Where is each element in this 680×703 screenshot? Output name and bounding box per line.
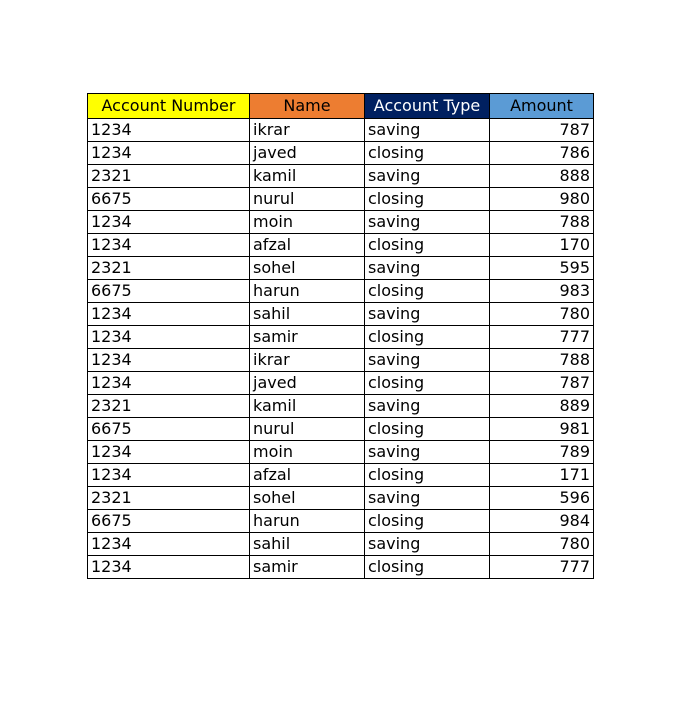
table-body [88, 118, 594, 578]
cell-account-type: saving [365, 302, 490, 325]
cell-name: afzal [250, 233, 365, 256]
table-row [88, 279, 594, 302]
cell-amount: 786 [490, 141, 594, 164]
cell-account-type: saving [365, 440, 490, 463]
table-row [88, 256, 594, 279]
header-name: Name [250, 94, 365, 119]
cell-name: sahil [250, 532, 365, 555]
header-account-number: Account Number [88, 94, 250, 119]
table-row [88, 555, 594, 578]
account-table [87, 93, 594, 579]
cell-amount: 888 [490, 164, 594, 187]
table-row [88, 348, 594, 371]
table-row [88, 371, 594, 394]
cell-account-type: closing [365, 325, 490, 348]
table-row [88, 118, 594, 141]
cell-account-type: saving [365, 394, 490, 417]
cell-account-type: saving [365, 486, 490, 509]
cell-account-type: saving [365, 532, 490, 555]
cell-account-type: closing [365, 141, 490, 164]
cell-account-number: 1234 [88, 440, 250, 463]
table-row [88, 187, 594, 210]
cell-account-number: 1234 [88, 348, 250, 371]
cell-amount: 777 [490, 325, 594, 348]
table-row [88, 233, 594, 256]
cell-account-type: closing [365, 509, 490, 532]
cell-amount: 170 [490, 233, 594, 256]
cell-account-number: 1234 [88, 233, 250, 256]
cell-account-number: 1234 [88, 141, 250, 164]
table-row [88, 164, 594, 187]
cell-amount: 777 [490, 555, 594, 578]
table-row [88, 325, 594, 348]
cell-name: afzal [250, 463, 365, 486]
cell-name: sahil [250, 302, 365, 325]
cell-account-type: closing [365, 555, 490, 578]
cell-amount: 789 [490, 440, 594, 463]
cell-name: sohel [250, 486, 365, 509]
cell-amount: 984 [490, 509, 594, 532]
cell-amount: 983 [490, 279, 594, 302]
table-row [88, 394, 594, 417]
cell-account-number: 2321 [88, 394, 250, 417]
table-row [88, 302, 594, 325]
cell-name: moin [250, 440, 365, 463]
cell-account-number: 1234 [88, 210, 250, 233]
cell-account-type: saving [365, 164, 490, 187]
cell-account-type: saving [365, 118, 490, 141]
header-amount: Amount [490, 94, 594, 119]
cell-amount: 889 [490, 394, 594, 417]
cell-account-number: 1234 [88, 463, 250, 486]
table-row [88, 532, 594, 555]
cell-amount: 788 [490, 348, 594, 371]
table-header [88, 94, 594, 119]
cell-account-type: closing [365, 279, 490, 302]
table-row [88, 440, 594, 463]
cell-account-number: 2321 [88, 256, 250, 279]
table-row [88, 463, 594, 486]
table-row [88, 141, 594, 164]
cell-account-number: 2321 [88, 486, 250, 509]
cell-name: ikrar [250, 118, 365, 141]
cell-account-number: 6675 [88, 509, 250, 532]
table-row [88, 210, 594, 233]
cell-amount: 596 [490, 486, 594, 509]
cell-name: samir [250, 325, 365, 348]
cell-account-number: 1234 [88, 302, 250, 325]
cell-account-type: closing [365, 417, 490, 440]
cell-amount: 780 [490, 532, 594, 555]
cell-account-type: saving [365, 348, 490, 371]
cell-amount: 171 [490, 463, 594, 486]
cell-account-number: 6675 [88, 187, 250, 210]
cell-name: kamil [250, 164, 365, 187]
cell-account-type: closing [365, 233, 490, 256]
cell-account-type: closing [365, 463, 490, 486]
cell-amount: 788 [490, 210, 594, 233]
cell-account-type: closing [365, 187, 490, 210]
cell-name: nurul [250, 417, 365, 440]
cell-name: sohel [250, 256, 365, 279]
cell-amount: 980 [490, 187, 594, 210]
cell-name: javed [250, 141, 365, 164]
cell-account-number: 1234 [88, 118, 250, 141]
cell-amount: 787 [490, 371, 594, 394]
header-row [88, 94, 594, 119]
cell-account-number: 6675 [88, 417, 250, 440]
cell-account-number: 6675 [88, 279, 250, 302]
cell-name: harun [250, 279, 365, 302]
table-row [88, 486, 594, 509]
cell-name: harun [250, 509, 365, 532]
cell-name: moin [250, 210, 365, 233]
cell-name: javed [250, 371, 365, 394]
cell-account-number: 2321 [88, 164, 250, 187]
cell-account-type: saving [365, 256, 490, 279]
cell-name: ikrar [250, 348, 365, 371]
cell-amount: 981 [490, 417, 594, 440]
cell-name: nurul [250, 187, 365, 210]
cell-name: samir [250, 555, 365, 578]
cell-account-number: 1234 [88, 555, 250, 578]
cell-account-type: closing [365, 371, 490, 394]
cell-name: kamil [250, 394, 365, 417]
cell-account-number: 1234 [88, 532, 250, 555]
table-row [88, 417, 594, 440]
cell-amount: 595 [490, 256, 594, 279]
cell-account-number: 1234 [88, 371, 250, 394]
table-row [88, 509, 594, 532]
cell-account-number: 1234 [88, 325, 250, 348]
cell-amount: 780 [490, 302, 594, 325]
header-account-type: Account Type [365, 94, 490, 119]
cell-amount: 787 [490, 118, 594, 141]
cell-account-type: saving [365, 210, 490, 233]
